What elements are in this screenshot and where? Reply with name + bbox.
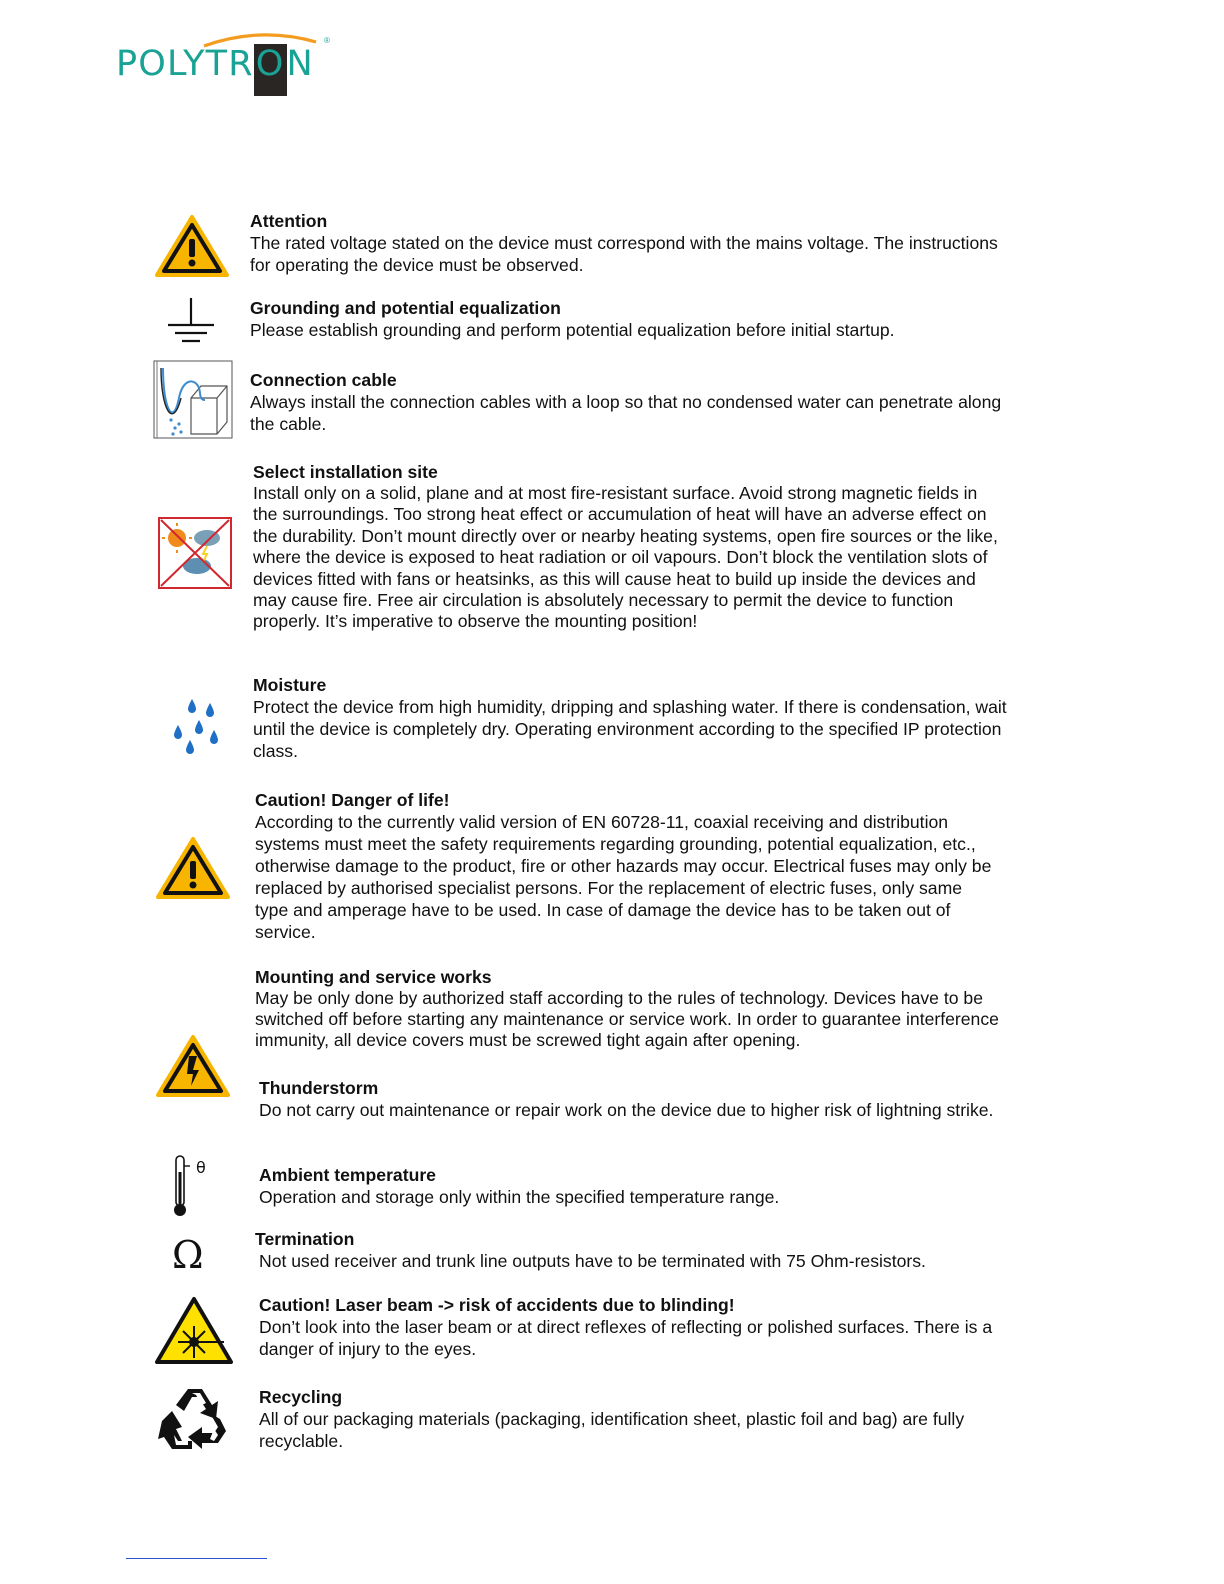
- registered-mark: ®: [324, 36, 330, 45]
- logo-wordmark: [116, 44, 314, 84]
- section-danger-of-life: [255, 789, 1000, 943]
- laser-warning-icon: [154, 1296, 234, 1366]
- logo-text-post: N: [286, 44, 314, 84]
- footer-rule: [126, 1558, 267, 1559]
- ground-symbol-icon: [166, 296, 216, 344]
- lightning-triangle-icon: [155, 1034, 231, 1098]
- section-title: Connection cable: [250, 370, 397, 390]
- section-body: Don’t look into the laser beam or at direct reflexes of reflecting or polished surfaces. There is a danger of injury to the eyes.: [259, 1317, 993, 1359]
- section-body: May be only done by authorized staff according to the rules of technology. Devices have to be switched off before starting any maintenance or service work. In order to guarantee interference immunity, all device covers must be screwed tight again after opening.: [255, 988, 999, 1050]
- section-laser: [259, 1294, 1019, 1360]
- section-title: Moisture: [253, 675, 327, 695]
- section-title: Attention: [250, 211, 328, 231]
- section-moisture: [253, 674, 1013, 762]
- section-attention: [250, 210, 1010, 276]
- section-body: According to the currently valid version of EN 60728-11, coaxial receiving and distribution systems must meet the safety requirements regarding grounding, potential equalization, etc., otherwise damage to the product, fire or other hazards may occur. Electrical fuses may only be replaced by authorised specialist persons. For the replacement of electric fuses, only same type and amperage have to be used. In case of damage the device has to be taken out of service.: [255, 812, 992, 942]
- thermometer-shape-icon: [168, 1152, 198, 1220]
- section-title: Mounting and service works: [255, 967, 492, 987]
- section-connection-cable: [250, 369, 1010, 435]
- polytron-logo: [116, 30, 338, 94]
- section-recycling: [259, 1386, 1019, 1452]
- logo-text-highlight: O: [254, 44, 287, 96]
- theta-symbol: θ: [196, 1158, 206, 1177]
- ohm-icon: Ω: [172, 1233, 204, 1277]
- section-thunderstorm: [259, 1077, 1019, 1121]
- section-body: Protect the device from high humidity, dripping and splashing water. If there is condensation, wait until the device is completely dry. Operating environment according to the specified IP protection class.: [253, 697, 1007, 761]
- warning-triangle-icon: [154, 214, 230, 278]
- thermometer-icon: [168, 1152, 218, 1220]
- section-ambient-temperature: [259, 1164, 1019, 1208]
- section-body: Always install the connection cables with a loop so that no condensed water can penetrate along the cable.: [250, 392, 1002, 434]
- section-body: Please establish grounding and perform potential equalization before initial startup.: [250, 320, 895, 340]
- section-title: Recycling: [259, 1387, 343, 1407]
- section-installation-site: [253, 461, 998, 633]
- logo-text-pre: POLYTR: [116, 44, 254, 84]
- section-grounding: [250, 297, 1010, 341]
- water-drops-icon: [168, 697, 222, 755]
- no-weather-icon: [157, 516, 233, 590]
- section-body: Not used receiver and trunk line outputs have to be terminated with 75 Ohm-resistors.: [259, 1251, 926, 1271]
- section-title: Grounding and potential equalization: [250, 298, 561, 318]
- section-title: Ambient temperature: [259, 1165, 436, 1185]
- recycle-icon: [158, 1385, 228, 1451]
- warning-triangle-icon: [155, 836, 231, 900]
- section-title: Caution! Laser beam -> risk of accidents due to blinding!: [259, 1295, 735, 1315]
- section-body: The rated voltage stated on the device must correspond with the mains voltage. The instructions for operating the device must be observed.: [250, 233, 998, 275]
- section-body: All of our packaging materials (packaging, identification sheet, plastic foil and bag) are fully recyclable.: [259, 1409, 965, 1451]
- section-title: Caution! Danger of life!: [255, 790, 450, 810]
- section-body: Do not carry out maintenance or repair work on the device due to higher risk of lightning strike.: [259, 1100, 994, 1120]
- section-title: Thunderstorm: [259, 1078, 379, 1098]
- section-termination: [255, 1228, 1015, 1272]
- section-body: Install only on a solid, plane and at most fire-resistant surface. Avoid strong magnetic fields in the surroundings. Too strong heat effect or accumulation of heat will have an adverse effect on the durability. Don’t mount directly over or nearby heating systems, open fire sources or the like, where the device is exposed to heat radiation or oil vapours. Don’t block the ventilation slots of devices fitted with fans or heatsinks, as this will cause heat to build up inside the devices and may cause fire. Free air circulation is absolutely necessary to permit the device to function properly. It’s imperative to observe the mounting position!: [253, 483, 998, 632]
- section-body: Operation and storage only within the specified temperature range.: [259, 1187, 780, 1207]
- section-mounting-service: [255, 966, 1005, 1051]
- cable-loop-icon: [153, 358, 233, 440]
- section-title: Select installation site: [253, 462, 438, 482]
- section-title: Termination: [255, 1229, 355, 1249]
